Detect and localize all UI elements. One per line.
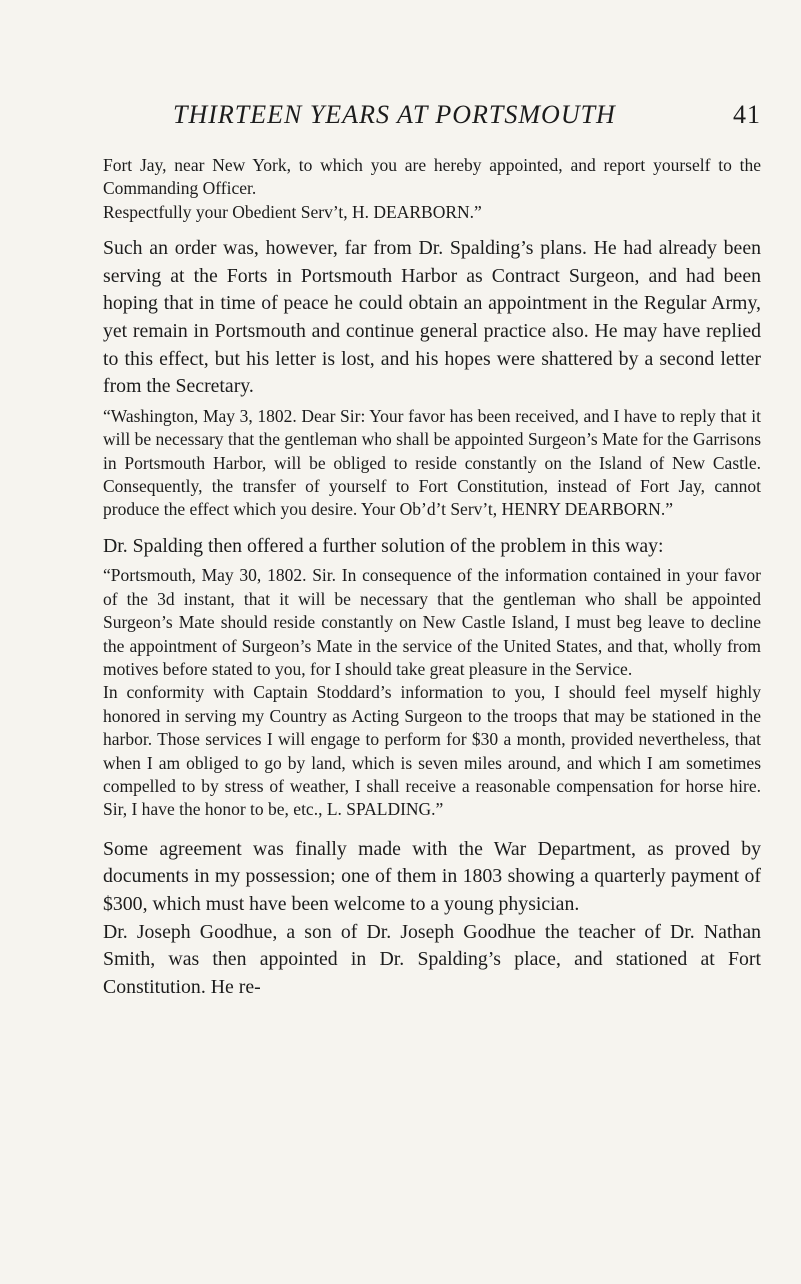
letter-signature: Respectfully your Obedient Serv’t, H. DEARBORN.” [103, 201, 482, 222]
narrative-paragraph-4: Dr. Joseph Goodhue, a son of Dr. Joseph Goodhue the teacher of Dr. Nathan Smith, was then appointed in Dr. Spalding’s place, and stationed at Fort Constitution. He re- [103, 920, 761, 998]
running-head-title: THIRTEEN YEARS AT PORTSMOUTH [173, 100, 616, 129]
page-number: 41 [733, 100, 761, 129]
narrative-paragraph-1: Such an order was, however, far from Dr. Spalding’s plans. He had already been serving at the Forts in Portsmouth Harbor as Contract Surgeon, and had been hoping that in time of peace he could obtain an appointment in the Regular Army, yet remain in Portsmouth and continue general practice also. He may have replied to this effect, but his letter is lost, and his hopes were shattered by a second letter from the Secretary. [103, 237, 761, 398]
narrative-paragraph-3: Some agreement was finally made with the War Department, as proved by documents in my possession; one of them in 1803 showing a quarterly payment of $300, which must have been welcome to a young physician. [103, 837, 761, 916]
page-body [103, 154, 761, 1001]
narrative-paragraph-2: Dr. Spalding then offered a further solution of the problem in this way: [103, 534, 664, 557]
letter-washington: “Washington, May 3, 1802. Dear Sir: Your favor has been received, and I have to reply that it will be necessary that the gentleman who shall be appointed Surgeon’s Mate for the Garrisons in Portsmouth Harbor, will be obliged to reside constantly on the Island of New Castle. Consequently, the transfer of yourself to Fort Constitution, instead of Fort Jay, cannot produce the effect which you desire. Your Ob’d’t Serv’t, HENRY DEARBORN.” [103, 405, 761, 520]
letter-portsmouth-continued: In conformity with Captain Stoddard’s information to you, I should feel myself highly honored in serving my Country as Acting Surgeon to the troops that may be stationed in the harbor. Those services I will engage to perform for $30 a month, provided nevertheless, that when I am obliged to go by land, which is seven miles around, and which I am sometimes compelled to by stress of weather, I shall receive a reasonable compensation for horse hire. Sir, I have the honor to be, etc., L. SPALDING.” [103, 682, 761, 820]
running-head [103, 100, 761, 140]
letter-continuation: Fort Jay, near New York, to which you are hereby appointed, and report yourself to the Commanding Officer. [103, 155, 761, 199]
letter-portsmouth: “Portsmouth, May 30, 1802. Sir. In consequence of the information contained in your favor of the 3d instant, that it will be necessary that the gentleman who shall be appointed Surgeon’s Mate should reside constantly on New Castle Island, I must beg leave to decline the appointment of Surgeon’s Mate in the service of the United States, and that, wholly from motives before stated to you, for I should take great pleasure in the Service. [103, 565, 761, 680]
book-page [103, 100, 761, 1001]
